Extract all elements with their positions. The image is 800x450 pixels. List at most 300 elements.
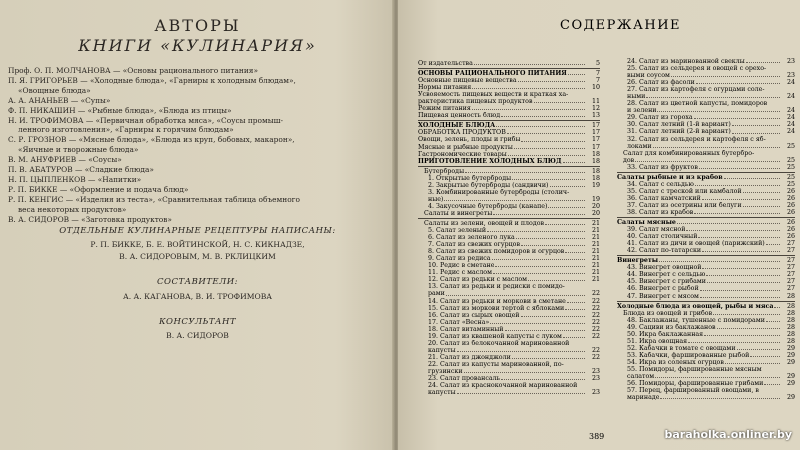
toc-page-number: 26: [786, 208, 795, 216]
toc-entry-title: маринаде: [627, 394, 660, 402]
toc-entry: [418, 136, 600, 143]
toc-page-number: 27: [786, 271, 795, 279]
toc-entry: [617, 150, 795, 157]
toc-leader: [694, 114, 780, 119]
authors-list: [8, 66, 388, 225]
toc-page-number: 26: [786, 201, 795, 209]
toc-page-number: 24: [786, 121, 795, 129]
toc-entry-title: 38. Салат из крабов: [627, 208, 694, 216]
toc-leader: [457, 389, 585, 394]
toc-entry-title: Бутерброды: [424, 167, 465, 175]
consultant-line: В. А. СИДОРОВ: [166, 331, 229, 340]
toc-entry-title: Блюда из овощей и грибов: [623, 309, 713, 317]
toc-entry-title: 45. Винегрет с грибами: [627, 278, 707, 286]
authors-title: АВТОРЫ: [154, 16, 241, 35]
toc-leader: [702, 264, 780, 269]
toc-entry-title: грузински: [428, 367, 463, 375]
toc-entry-title: 26. Салат из фасоли: [627, 79, 695, 87]
consultant-heading: КОНСУЛЬТАНТ: [158, 317, 237, 327]
toc-page-number: 22: [591, 311, 600, 319]
toc-column-2: [617, 58, 795, 401]
toc-entry: [617, 226, 795, 233]
toc-page-number: 21: [591, 248, 600, 256]
toc-entry-title: ХОЛОДНЫЕ БЛЮДА: [418, 122, 496, 130]
toc-entry: [418, 389, 600, 396]
toc-leader: [713, 310, 780, 315]
toc-entry-title: локами: [627, 142, 652, 150]
toc-leader: [677, 219, 780, 224]
toc-entry-title: Овощи, зелень, плоды и грибы: [418, 136, 521, 144]
toc-page-number: 27: [786, 264, 795, 272]
toc-leader: [512, 354, 585, 359]
toc-entry: [617, 100, 795, 107]
toc-leader: [528, 276, 585, 281]
toc-entry-title: и зелени: [627, 107, 657, 115]
toc-entry: [617, 293, 795, 300]
toc-entry-title: 18. Салат витаминный: [428, 325, 504, 333]
toc-leader: [548, 203, 585, 208]
toc-page-number: 29: [786, 351, 795, 359]
author-line: В. М. АНУФРИЕВ — «Соусы»: [8, 155, 122, 165]
toc-entry-title: Усвояемость пищевых веществ и краткая ха-: [418, 91, 569, 99]
toc-entry: [617, 394, 795, 401]
toc-page-number: 28: [786, 292, 795, 300]
toc-leader: [567, 298, 585, 303]
toc-page-number: 25: [786, 156, 795, 164]
toc-entry: [617, 181, 795, 188]
toc-page-number: 28: [786, 316, 795, 324]
toc-entry: [418, 368, 600, 375]
toc-entry-title: 35. Салат с треской или камбалой: [627, 187, 742, 195]
toc-entry: [617, 107, 795, 114]
toc-entry-title: 12. Салат из редьки с маслом: [428, 276, 528, 284]
compilers-heading: ОТДЕЛЬНЫЕ КУЛИНАРНЫЕ РЕЦЕПТУРЫ НАПИСАНЫ:: [59, 226, 336, 236]
toc-entry: [617, 387, 795, 394]
toc-entry: [617, 86, 795, 93]
toc-entry-title: 24. Салат из краснокочанной маринованной: [428, 382, 578, 390]
toc-leader: [702, 247, 780, 252]
toc-page-number: 27: [786, 257, 795, 265]
toc-leader: [743, 202, 780, 207]
toc-entry-title: От издательства: [418, 60, 473, 67]
toc-leader: [635, 157, 780, 162]
toc-column-1: [418, 60, 600, 396]
toc-entry-title: 53. Кабачки, фаршированные рыбой: [627, 351, 750, 359]
toc-page-number: 21: [591, 241, 600, 249]
toc-page-number: 20: [591, 202, 600, 210]
toc-page-number: 24: [786, 107, 795, 115]
toc-page-number: 27: [786, 285, 795, 293]
toc-entry-title: 51. Икра овощная: [627, 337, 688, 345]
toc-leader: [472, 105, 585, 110]
toc-entry-title: Режим питания: [418, 105, 471, 113]
toc-entry: [418, 312, 600, 319]
toc-entry: [617, 359, 795, 366]
author-line: Н. П. ЦЫПЛЕНКОВ — «Напитки»: [8, 174, 142, 184]
toc-entry: [617, 331, 795, 338]
toc-entry-title: 40. Салат столичный: [627, 233, 698, 241]
toc-page-number: 29: [786, 380, 795, 388]
toc-leader: [706, 271, 780, 276]
contents-title: СОДЕРЖАНИЕ: [560, 18, 682, 33]
toc-page-number: 18: [591, 174, 600, 182]
toc-page-number: 17: [591, 143, 600, 151]
toc-entry-title: ПРИГОТОВЛЕНИЕ ХОЛОДНЫХ БЛЮД: [418, 157, 562, 165]
toc-entry-title: рактеристика пищевых продуктов: [418, 98, 533, 106]
toc-leader: [717, 324, 780, 329]
toc-leader: [743, 188, 780, 193]
toc-page-number: 23: [591, 389, 600, 397]
toc-page-number: 29: [786, 344, 795, 352]
toc-entry-title: Пищевая ценность блюд: [418, 112, 501, 120]
toc-leader: [750, 352, 780, 357]
toc-page-number: 29: [786, 358, 795, 366]
toc-page-number: 25: [786, 173, 795, 181]
toc-entry-title: 42. Салат по-татарски: [627, 247, 702, 255]
toc-page-number: 27: [786, 278, 795, 286]
toc-page-number: 22: [591, 318, 600, 326]
toc-entry: [418, 203, 600, 210]
toc-leader: [508, 151, 585, 156]
toc-entry-title: 34. Салат с сельдью: [627, 180, 694, 188]
toc-leader: [495, 262, 585, 267]
toc-leader: [521, 136, 585, 141]
toc-leader: [774, 303, 780, 308]
toc-leader: [655, 373, 780, 378]
toc-page-number: 7: [595, 70, 600, 78]
toc-leader: [660, 394, 780, 399]
toc-entry-title: 7. Салат из свежих огурцов: [428, 241, 521, 249]
toc-entry-title: 49. Сациви из баклажанов: [627, 323, 716, 331]
toc-entry: [418, 70, 600, 77]
toc-page-number: 27: [786, 247, 795, 255]
toc-page-number: 13: [591, 112, 600, 120]
toc-entry: [418, 262, 600, 269]
toc-leader: [659, 257, 780, 262]
toc-page-number: 25: [786, 180, 795, 188]
toc-leader: [696, 79, 780, 84]
toc-page-number: 22: [591, 290, 600, 298]
author-line: В. А. СИДОРОВ — «Заготовка продуктов»: [8, 214, 172, 224]
toc-page-number: 21: [591, 255, 600, 263]
toc-entry: [617, 174, 795, 181]
toc-entry-title: 57. Перец, фаршированный овощами, в: [627, 387, 759, 395]
toc-leader: [671, 72, 780, 77]
toc-page-number: 26: [786, 194, 795, 202]
toc-entry-title: 39. Салат мясной: [627, 226, 686, 234]
toc-leader: [699, 164, 780, 169]
toc-entry: [418, 298, 600, 305]
toc-entry-title: 52. Кабачки в томате с овощами: [627, 344, 736, 352]
toc-page-number: 19: [591, 181, 600, 189]
toc-page-number: 22: [591, 332, 600, 340]
toc-entry-title: 1. Открытые бутерброды: [428, 174, 512, 182]
toc-entry: [418, 84, 600, 91]
toc-entry: [418, 347, 600, 354]
toc-entry-title: 25. Салат из сельдерея и овощей с орехо-: [627, 65, 767, 73]
toc-entry-title: ные): [428, 195, 444, 203]
toc-entry: [418, 196, 600, 203]
toc-leader: [694, 209, 780, 214]
toc-page-number: 17: [591, 136, 600, 144]
toc-entry-title: 17. Салат «Весна»: [428, 318, 490, 326]
toc-entry: [617, 303, 795, 310]
toc-entry: [418, 354, 600, 361]
toc-page-number: 22: [591, 346, 600, 354]
toc-entry: [418, 305, 600, 312]
toc-page-number: 18: [591, 167, 600, 175]
toc-entry: [617, 324, 795, 331]
toc-leader: [464, 368, 585, 373]
toc-leader: [496, 122, 585, 127]
author-line: Н. И. ТРОФИМОВА — «Первичная обработка мяса», «Соусы промыш-: [8, 115, 283, 125]
toc-entry-title: 28. Салат из цветной капусты, помидоров: [627, 100, 768, 108]
toc-entry-title: 30. Салат летний (1-й вариант): [627, 121, 731, 129]
toc-entry-title: 2. Закрытые бутерброды (сандвичи): [428, 181, 549, 189]
toc-page-number: 21: [591, 219, 600, 227]
toc-entry: [418, 269, 600, 276]
toc-leader: [746, 58, 780, 63]
toc-page-number: 28: [786, 309, 795, 317]
toc-leader: [707, 278, 780, 283]
toc-entry-title: Салаты и винегреты: [424, 209, 493, 217]
toc-page-number: 10: [591, 84, 600, 92]
toc-divider: [617, 172, 795, 173]
toc-entry-title: капусты: [428, 346, 456, 354]
toc-entry: [418, 91, 600, 98]
toc-leader: [521, 312, 586, 317]
book-title: КНИГИ «КУЛИНАРИЯ»: [78, 36, 317, 55]
toc-entry: [617, 114, 795, 121]
toc-divider: [418, 166, 600, 167]
toc-leader: [474, 60, 585, 65]
toc-entry-title: 43. Винегрет овощной: [627, 264, 702, 272]
toc-entry-title: ОСНОВЫ РАЦИОНАЛЬНОГО ПИТАНИЯ: [418, 70, 567, 78]
toc-entry: [617, 233, 795, 240]
toc-leader: [493, 269, 585, 274]
toc-page-number: 18: [591, 157, 600, 165]
toc-entry: [617, 345, 795, 352]
toc-page-number: 28: [786, 323, 795, 331]
editors-line: А. А. КАГАНОВА, В. И. ТРОФИМОВА: [122, 292, 273, 301]
toc-page-number: 22: [591, 325, 600, 333]
author-line: С. Р. ГРОЗНОВ — «Мясные блюда», «Блюда из круп, бобовых, макарон»,: [8, 135, 295, 145]
toc-entry: [418, 122, 600, 129]
toc-entry-title: рами: [428, 290, 445, 298]
toc-leader: [518, 77, 585, 82]
toc-divider: [617, 301, 795, 302]
toc-entry: [617, 310, 795, 317]
toc-entry-title: выми соусом: [627, 72, 670, 80]
toc-entry: [418, 220, 600, 227]
toc-page-number: 21: [591, 227, 600, 235]
toc-leader: [764, 380, 780, 385]
toc-leader: [444, 196, 585, 201]
toc-page-number: 11: [591, 98, 600, 106]
toc-leader: [653, 143, 780, 148]
toc-page-number: 20: [591, 209, 600, 217]
toc-leader: [702, 195, 780, 200]
toc-divider: [418, 120, 600, 121]
toc-divider: [617, 217, 795, 218]
toc-page-number: 22: [591, 304, 600, 312]
toc-entry-title: Салаты рыбные и из крабов: [617, 173, 723, 181]
toc-page-number: 21: [591, 234, 600, 242]
toc-entry-title: салатом: [627, 373, 655, 381]
toc-entry-title: 4. Закусочные бутерброды (канапе): [428, 202, 548, 210]
toc-page-number: 23: [591, 375, 600, 383]
toc-entry: [418, 151, 600, 158]
toc-entry: [617, 380, 795, 387]
toc-entry-title: 23. Салат провансаль: [428, 375, 501, 383]
toc-entry: [418, 144, 600, 151]
toc-page-number: 25: [786, 163, 795, 171]
toc-page-number: 21: [591, 276, 600, 284]
toc-page-number: 29: [786, 373, 795, 381]
toc-entry: [617, 143, 795, 150]
toc-entry: [418, 333, 600, 340]
toc-page-number: 5: [595, 60, 600, 67]
toc-leader: [700, 293, 780, 298]
toc-entry: [418, 189, 600, 196]
toc-page-number: 22: [591, 353, 600, 361]
toc-leader: [501, 375, 585, 380]
toc-leader: [490, 319, 585, 324]
toc-entry: [617, 136, 795, 143]
toc-entry-title: 15. Салат из моркови тертой с яблоками: [428, 304, 565, 312]
toc-divider: [617, 255, 795, 256]
toc-page-number: 26: [786, 219, 795, 227]
toc-leader: [725, 359, 780, 364]
toc-leader: [732, 128, 780, 133]
toc-leader: [657, 107, 780, 112]
toc-entry: [418, 382, 600, 389]
toc-leader: [521, 241, 585, 246]
toc-entry-title: 20. Салат из белокочанной маринованной: [428, 339, 570, 347]
toc-entry: [418, 158, 600, 165]
toc-page-number: 25: [786, 142, 795, 150]
toc-page-number: 26: [786, 187, 795, 195]
toc-leader: [505, 326, 585, 331]
toc-page-number: 23: [786, 72, 795, 80]
toc-entry: [418, 105, 600, 112]
toc-entry: [418, 168, 600, 175]
toc-page-number: 23: [591, 367, 600, 375]
toc-page-number: 24: [786, 79, 795, 87]
toc-entry: [418, 361, 600, 368]
toc-entry: [418, 375, 600, 382]
toc-entry: [418, 60, 600, 67]
toc-entry: [617, 79, 795, 86]
toc-page-number: 22: [591, 297, 600, 305]
toc-entry: [617, 278, 795, 285]
toc-leader: [568, 70, 585, 75]
compilers-line-1: Р. П. БИККЕ, Б. Е. ВОЙТИНСКОЙ, Н. С. КИКНАДЗЕ,: [90, 240, 305, 249]
toc-entry: [617, 373, 795, 380]
toc-leader: [516, 234, 585, 239]
toc-entry: [418, 210, 600, 217]
toc-page-number: 17: [591, 122, 600, 130]
toc-entry: [418, 129, 600, 136]
toc-page-number: 7: [595, 77, 600, 85]
toc-entry-title: Основные пищевые вещества: [418, 77, 517, 85]
toc-leader: [732, 121, 780, 126]
toc-leader: [766, 240, 780, 245]
toc-page-number: 24: [786, 128, 795, 136]
toc-entry-title: 8. Салат из свежих помидоров и огурцов: [428, 248, 565, 256]
toc-entry: [617, 188, 795, 195]
toc-page-number: 19: [591, 195, 600, 203]
toc-entry: [617, 240, 795, 247]
toc-page-number: 18: [591, 150, 600, 158]
toc-page-number: 24: [786, 93, 795, 101]
editors-heading: СОСТАВИТЕЛИ:: [157, 277, 238, 287]
toc-entry-title: Салат для комбинированных бутербро-: [623, 149, 755, 157]
toc-entry: [418, 276, 600, 283]
toc-entry-title: 37. Салат из осетрины или белуги: [627, 201, 742, 209]
toc-entry-title: Гастрономические товары: [418, 150, 507, 158]
author-line: «Овощные блюда»: [18, 85, 91, 95]
author-line: Р. П. БИККЕ — «Оформление и подача блюд»: [8, 184, 189, 194]
toc-leader: [686, 226, 780, 231]
toc-entry: [418, 98, 600, 105]
toc-entry-title: 32. Салат из сельдерея и картофеля с яб-: [627, 135, 766, 143]
toc-entry-title: 33. Салат из фруктов: [627, 163, 698, 171]
toc-leader: [563, 158, 586, 163]
toc-entry-title: 9. Салат из редиса: [428, 255, 491, 263]
toc-entry: [617, 209, 795, 216]
toc-entry: [617, 219, 795, 226]
toc-page-number: 17: [591, 129, 600, 137]
toc-entry: [418, 234, 600, 241]
toc-leader: [512, 175, 585, 180]
toc-entry-title: капусты: [428, 389, 456, 397]
toc-leader: [737, 345, 780, 350]
toc-entry-title: Салаты из зелени, овощей и плодов: [424, 219, 545, 227]
toc-entry-title: 16. Салат из сырых овощей: [428, 311, 520, 319]
toc-entry-title: 44. Винегрет с сельдью: [627, 271, 706, 279]
toc-leader: [492, 255, 585, 260]
toc-leader: [545, 220, 585, 225]
toc-leader: [472, 84, 585, 89]
toc-entry: [617, 264, 795, 271]
toc-entry-title: Нормы питания: [418, 84, 472, 92]
toc-entry-title: 11. Редис с маслом: [428, 269, 492, 277]
toc-page-number: 21: [591, 262, 600, 270]
toc-entry: [617, 202, 795, 209]
author-line: веса некоторых продуктов»: [18, 204, 127, 214]
toc-entry-title: 36. Салат камчатский: [627, 194, 701, 202]
toc-entry: [617, 121, 795, 128]
author-line: «Яичные и творожные блюда»: [18, 145, 139, 155]
toc-leader: [514, 144, 585, 149]
toc-entry-title: 13. Салат из редьки и редиски с помидо-: [428, 283, 565, 291]
author-line: Ф. П. НИКАШИН — «Рыбные блюда», «Блюда из птицы»: [8, 105, 232, 115]
toc-entry: [418, 340, 600, 347]
toc-leader: [465, 168, 585, 173]
toc-entry-title: 27. Салат из картофеля с огурцами соле-: [627, 86, 765, 94]
toc-entry: [617, 285, 795, 292]
toc-entry-title: Холодные блюда из овощей, рыбы и мяса: [617, 302, 774, 310]
toc-entry: [617, 338, 795, 345]
toc-entry: [418, 77, 600, 84]
toc-entry-title: 50. Икра баклажанная: [627, 330, 704, 338]
author-line: Р. П. КЕНГИС — «Изделия из теста», «Сравнительная таблица объемного: [8, 194, 300, 204]
toc-entry: [418, 112, 600, 119]
toc-entry-title: 14. Салат из редьки и моркови в сметане: [428, 297, 566, 305]
toc-entry: [418, 319, 600, 326]
toc-page-number: 28: [786, 302, 795, 310]
